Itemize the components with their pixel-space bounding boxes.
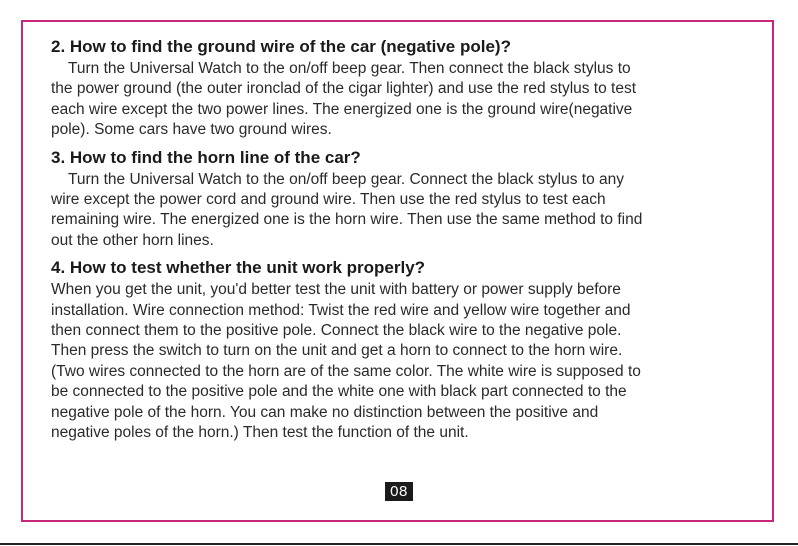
section-horn-line (51, 147, 741, 252)
section-paragraph (51, 170, 741, 252)
bottom-divider (0, 543, 798, 545)
paragraph-line: each wire except the two power lines. The energized one is the ground wire(negative (51, 100, 633, 118)
section-paragraph (51, 59, 741, 141)
paragraph-line: installation. Wire connection method: Twist the red wire and yellow wire together and (51, 301, 631, 319)
section-paragraph (51, 280, 741, 443)
paragraph-line: the power ground (the outer ironclad of the cigar lighter) and use the red stylus to test (51, 80, 637, 98)
section-heading: 3. How to find the horn line of the car? (51, 147, 361, 167)
section-unit-test (51, 257, 741, 443)
paragraph-line: remaining wire. The energized one is the horn wire. Then use the same method to find (51, 211, 643, 229)
paragraph-line: Turn the Universal Watch to the on/off beep gear. Connect the black stylus to any (68, 170, 625, 188)
paragraph-line: negative pole of the horn. You can make no distinction between the positive and (51, 403, 599, 421)
paragraph-line: Then press the switch to turn on the unit and get a horn to connect to the horn wire. (51, 342, 623, 360)
paragraph-line: out the other horn lines. (51, 231, 214, 249)
paragraph-line: When you get the unit, you'd better test the unit with battery or power supply before (51, 281, 621, 299)
section-heading: 4. How to test whether the unit work properly? (51, 258, 426, 278)
paragraph-line: Turn the Universal Watch to the on/off beep gear. Then connect the black stylus to (68, 60, 631, 77)
paragraph-line: wire except the power cord and ground wire. Then use the red stylus to test each (51, 191, 606, 209)
paragraph-line: negative poles of the horn.) Then test the function of the unit. (51, 424, 469, 442)
section-heading: 2. How to find the ground wire of the car (negative pole)? (51, 37, 511, 56)
document-content (51, 36, 741, 450)
paragraph-line: be connected to the positive pole and the white one with black part connected to the (51, 383, 627, 401)
paragraph-line: (Two wires connected to the horn are of the same color. The white wire is supposed to (51, 362, 641, 380)
paragraph-line: then connect them to the positive pole. Connect the black wire to the negative pole. (51, 322, 622, 340)
page-number: 08 (385, 482, 413, 501)
paragraph-line: pole). Some cars have two ground wires. (51, 121, 332, 139)
section-ground-wire (51, 36, 741, 141)
